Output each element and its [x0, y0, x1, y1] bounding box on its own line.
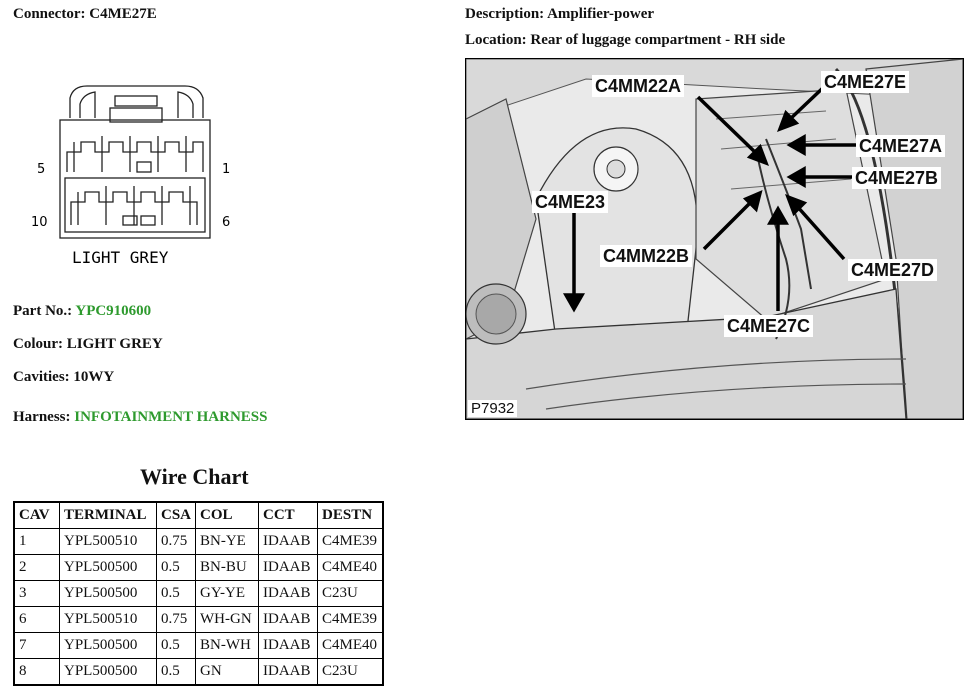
header-col: COL: [196, 502, 259, 529]
cell-csa: 0.5: [157, 581, 196, 607]
cell-col: GN: [196, 659, 259, 686]
header-cct: CCT: [259, 502, 318, 529]
colour-line: [13, 336, 163, 353]
colour-label: Colour:: [13, 336, 63, 352]
pin-label-10: 10: [31, 215, 48, 230]
location-line: [465, 32, 785, 49]
wire-chart-table: [13, 501, 384, 686]
cell-destn: C4ME40: [318, 633, 384, 659]
pin-label-1: 1: [222, 162, 231, 177]
description-label: Description:: [465, 6, 545, 22]
cell-cct: IDAAB: [259, 555, 318, 581]
callout-c4me27e: C4ME27E: [821, 71, 909, 93]
cell-cct: IDAAB: [259, 581, 318, 607]
cell-csa: 0.5: [157, 659, 196, 686]
callout-c4mm22a: C4MM22A: [592, 75, 684, 97]
part-number-label: Part No.:: [13, 303, 73, 319]
callout-c4me23: C4ME23: [532, 191, 608, 213]
cell-cav: 3: [14, 581, 60, 607]
part-number-line: [13, 303, 151, 320]
cell-terminal: YPL500500: [60, 659, 157, 686]
location-value: Rear of luggage compartment - RH side: [530, 32, 786, 48]
wire-chart-header-row: [14, 502, 383, 529]
cell-csa: 0.75: [157, 529, 196, 555]
callout-c4mm22b: C4MM22B: [600, 245, 692, 267]
table-row: [14, 607, 383, 633]
connector-line: [13, 6, 157, 23]
callout-c4me27a: C4ME27A: [856, 135, 945, 157]
cell-destn: C4ME39: [318, 529, 384, 555]
description-line: [465, 6, 654, 23]
cell-col: GY-YE: [196, 581, 259, 607]
connector-value: C4ME27E: [89, 6, 157, 22]
pin-label-5: 5: [37, 162, 46, 177]
callout-c4me27b: C4ME27B: [852, 167, 941, 189]
cell-csa: 0.5: [157, 633, 196, 659]
cell-col: BN-WH: [196, 633, 259, 659]
cell-cav: 7: [14, 633, 60, 659]
harness-label: Harness:: [13, 409, 71, 425]
cell-terminal: YPL500510: [60, 529, 157, 555]
cell-col: BN-BU: [196, 555, 259, 581]
location-photo: [465, 58, 964, 420]
cell-col: WH-GN: [196, 607, 259, 633]
cell-terminal: YPL500510: [60, 607, 157, 633]
cell-cav: 1: [14, 529, 60, 555]
cavities-value: 10WY: [73, 369, 115, 385]
photo-reference-number: P7932: [468, 400, 517, 417]
cell-cct: IDAAB: [259, 633, 318, 659]
header-cav: CAV: [14, 502, 60, 529]
description-value: Amplifier-power: [547, 6, 655, 22]
cell-destn: C23U: [318, 581, 384, 607]
header-csa: CSA: [157, 502, 196, 529]
cell-cct: IDAAB: [259, 529, 318, 555]
cell-cav: 8: [14, 659, 60, 686]
table-row: [14, 659, 383, 686]
cell-cav: 2: [14, 555, 60, 581]
cell-terminal: YPL500500: [60, 633, 157, 659]
cell-terminal: YPL500500: [60, 555, 157, 581]
diagram-colour-caption: LIGHT GREY: [72, 248, 169, 267]
table-row: [14, 529, 383, 555]
callout-c4me27c: C4ME27C: [724, 315, 813, 337]
wire-chart-title: Wire Chart: [140, 464, 249, 489]
table-row: [14, 633, 383, 659]
colour-value: LIGHT GREY: [66, 336, 163, 352]
harness-line: [13, 409, 267, 426]
location-label: Location:: [465, 32, 527, 48]
callout-c4me27d: C4ME27D: [848, 259, 937, 281]
harness-value[interactable]: INFOTAINMENT HARNESS: [74, 409, 268, 425]
pin-label-6: 6: [222, 215, 231, 230]
cell-col: BN-YE: [196, 529, 259, 555]
header-terminal: TERMINAL: [60, 502, 157, 529]
cell-csa: 0.75: [157, 607, 196, 633]
cell-cct: IDAAB: [259, 659, 318, 686]
header-destn: DESTN: [318, 502, 384, 529]
cavities-label: Cavities:: [13, 369, 70, 385]
cell-destn: C23U: [318, 659, 384, 686]
cell-destn: C4ME39: [318, 607, 384, 633]
connector-label: Connector:: [13, 6, 86, 22]
cell-cav: 6: [14, 607, 60, 633]
connector-face-diagram: [25, 80, 245, 270]
luggage-compartment-illustration: [466, 59, 963, 419]
table-row: [14, 581, 383, 607]
cell-destn: C4ME40: [318, 555, 384, 581]
cell-cct: IDAAB: [259, 607, 318, 633]
table-row: [14, 555, 383, 581]
cavities-line: [13, 369, 114, 386]
cell-terminal: YPL500500: [60, 581, 157, 607]
part-number-value[interactable]: YPC910600: [75, 303, 152, 319]
cell-csa: 0.5: [157, 555, 196, 581]
